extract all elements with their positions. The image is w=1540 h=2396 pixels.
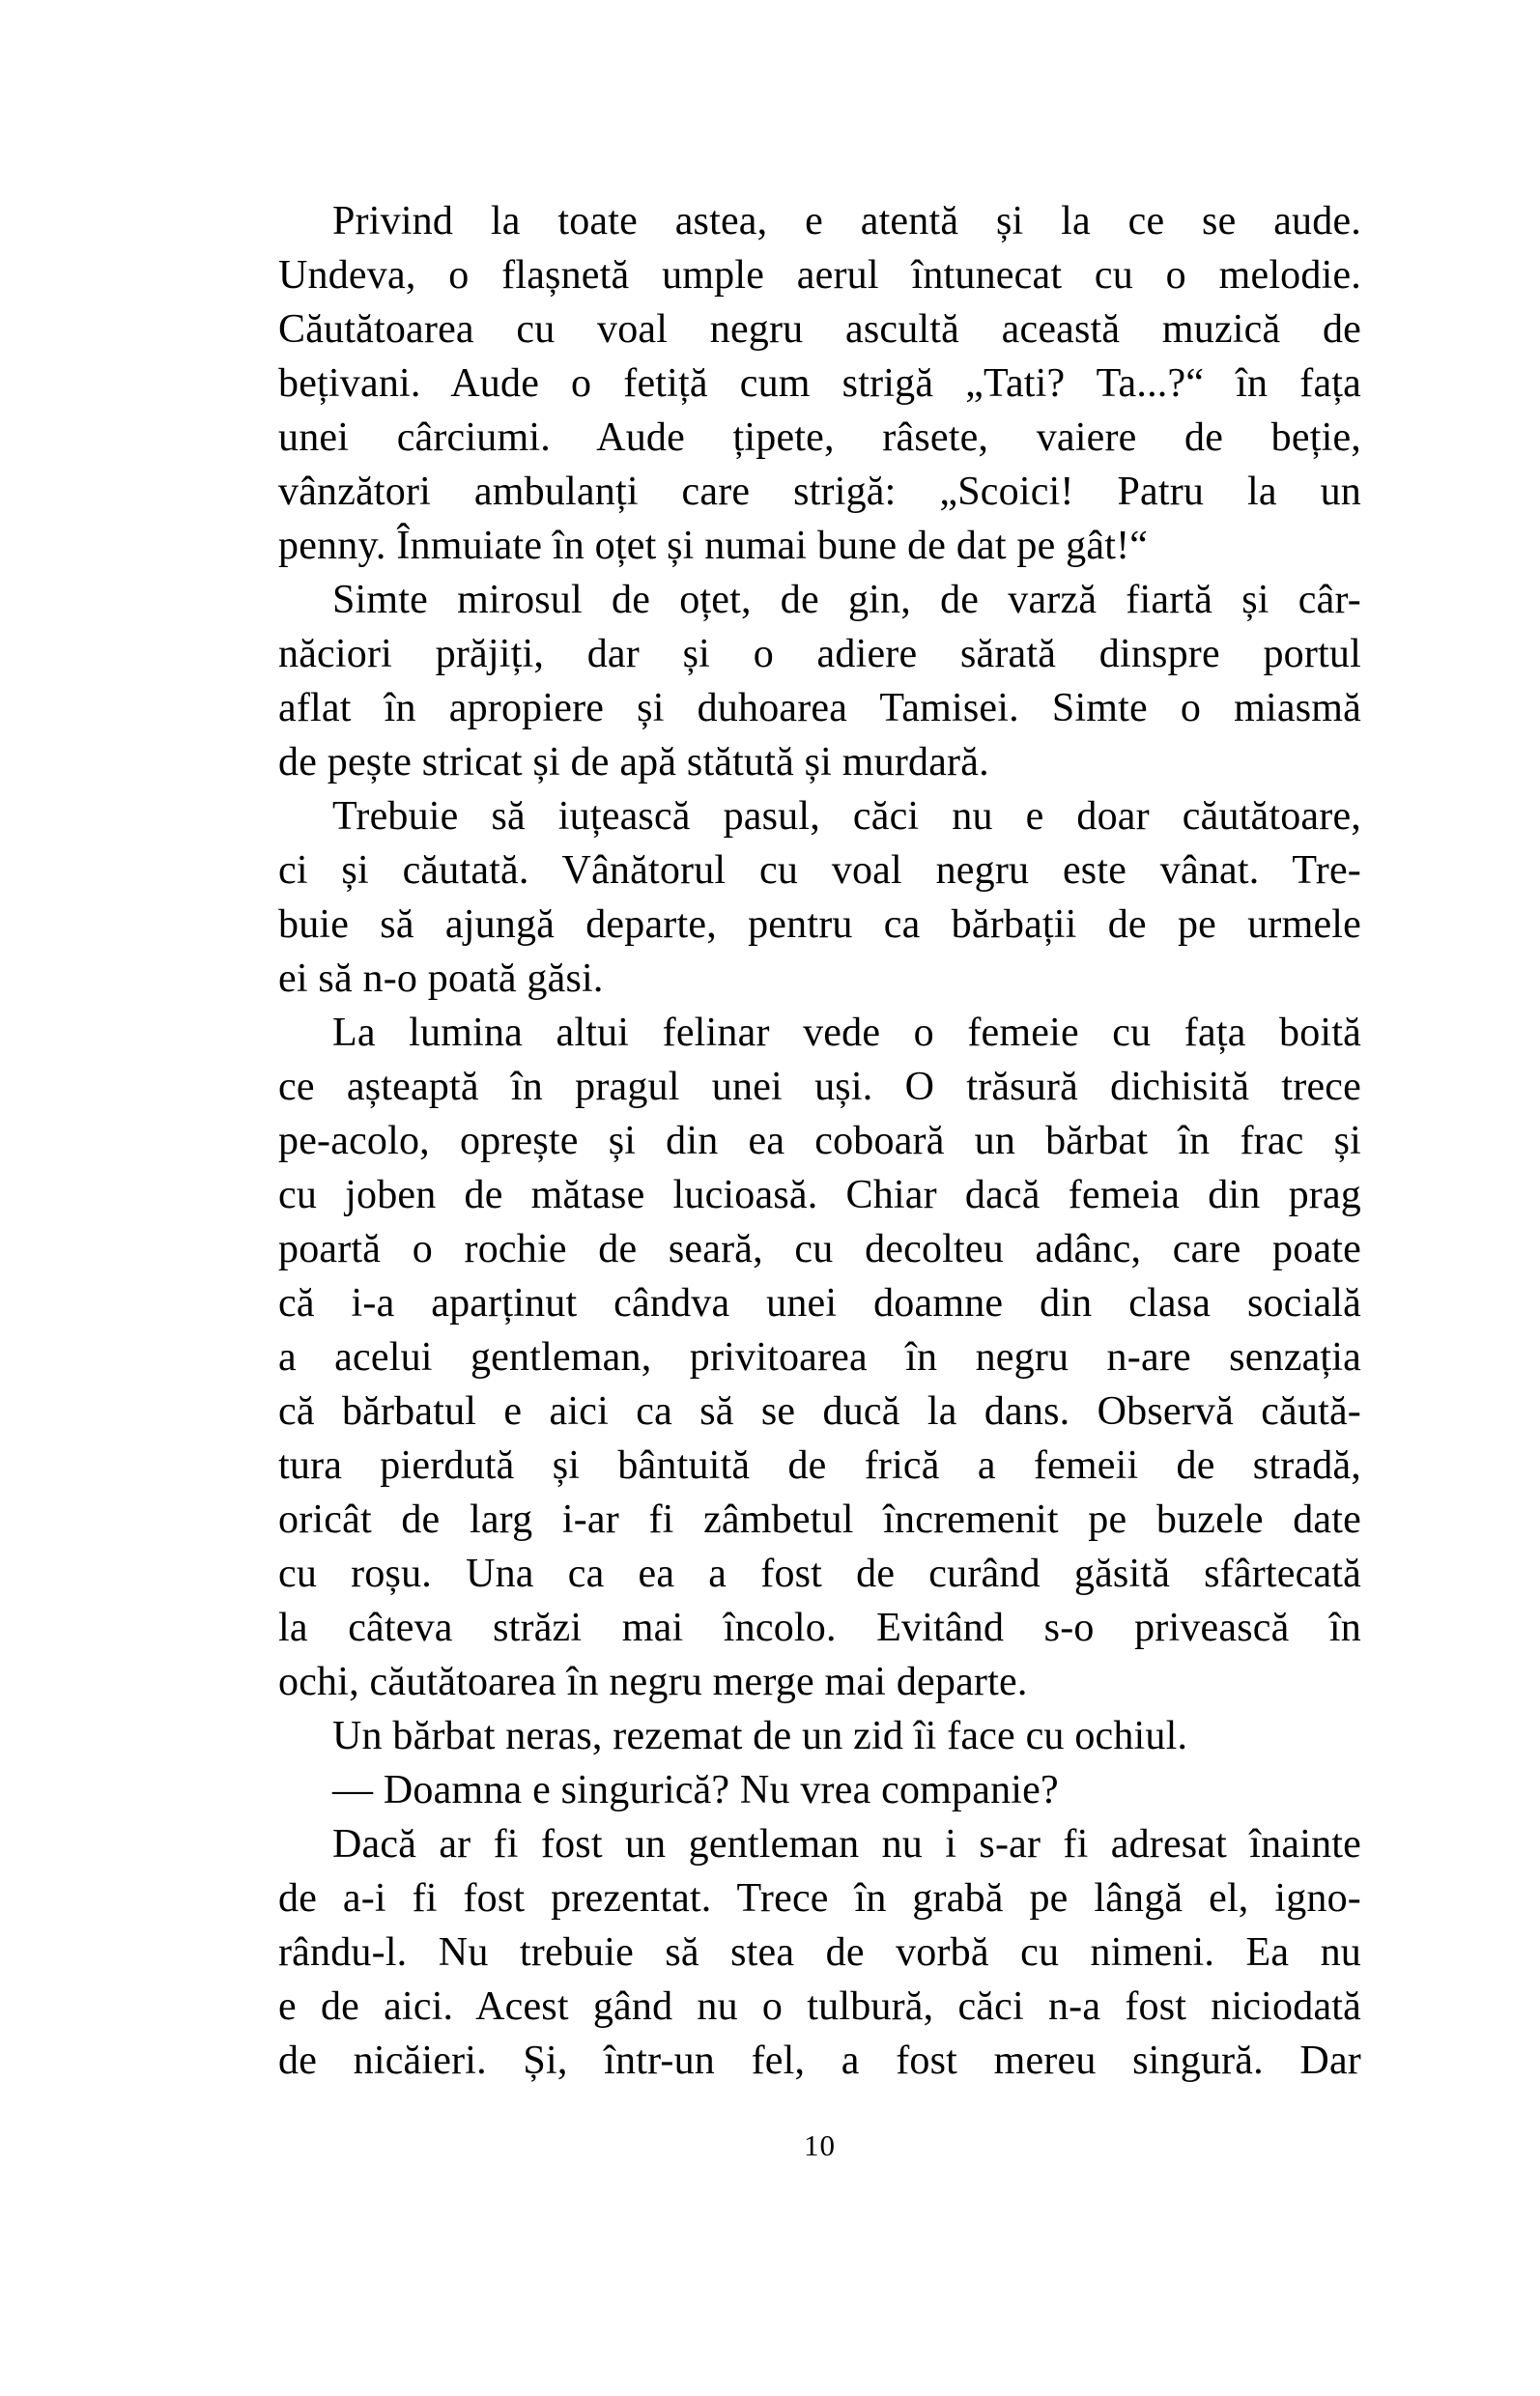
text-line: la câteva străzi mai încolo. Evitând s-o privească în	[278, 1606, 1361, 1650]
text-line: Căutătoarea cu voal negru ascultă această muzică de	[278, 307, 1361, 352]
text-line: bețivani. Aude o fetiță cum strigă „Tati? Ta...?“ în fața	[278, 361, 1361, 406]
text-line: e de aici. Acest gând nu o tulbură, căci n-a fost niciodată	[278, 1984, 1361, 2029]
text-line: că i-a aparținut cândva unei doamne din clasa socială	[278, 1281, 1361, 1326]
text-line: pe-acolo, oprește și din ea coboară un bărbat în frac și	[278, 1119, 1361, 1163]
text-line: poartă o rochie de seară, cu decolteu adânc, care poate	[278, 1227, 1361, 1271]
text-line: buie să ajungă departe, pentru ca bărbații de pe urmele	[278, 902, 1361, 947]
page-number: 10	[804, 2128, 836, 2162]
text-line: ochi, căutătoarea în negru merge mai departe.	[278, 1660, 1028, 1704]
text-line: de nicăieri. Și, într-un fel, a fost mereu singură. Dar	[278, 2039, 1361, 2083]
text-line: penny. Înmuiate în oțet și numai bune de dat pe gât!“	[278, 524, 1149, 568]
paragraph	[278, 1709, 1361, 1763]
text-line: Un bărbat neras, rezemat de un zid îi face cu ochiul.	[332, 1714, 1188, 1758]
paragraph	[278, 573, 1361, 789]
text-line: La lumina altui felinar vede o femeie cu fața boită	[332, 1011, 1361, 1055]
text-line: aflat în apropiere și duhoarea Tamisei. Simte o miasmă	[278, 686, 1361, 730]
text-line: a acelui gentleman, privitoarea în negru n-are senzația	[278, 1335, 1361, 1380]
paragraph	[278, 789, 1361, 1006]
paragraph	[278, 194, 1361, 573]
text-line: că bărbatul e aici ca să se ducă la dans. Observă căută-	[278, 1389, 1361, 1434]
text-line: Trebuie să iuțească pasul, căci nu e doar căutătoare,	[332, 794, 1361, 839]
text-line: oricât de larg i-ar fi zâmbetul încremenit pe buzele date	[278, 1498, 1361, 1542]
text-line: — Doamna e singurică? Nu vrea companie?	[332, 1768, 1059, 1812]
text-line: năciori prăjiți, dar și o adiere sărată dinspre portul	[278, 632, 1361, 676]
text-line: cu joben de mătase lucioasă. Chiar dacă femeia din prag	[278, 1173, 1361, 1217]
text-line: Privind la toate astea, e atentă și la ce se aude.	[332, 199, 1361, 243]
text-line: Dacă ar fi fost un gentleman nu i s-ar fi adresat înainte	[332, 1822, 1361, 1867]
text-line: tura pierdută și bântuită de frică a femeii de stradă,	[278, 1443, 1361, 1488]
text-line: ei să n-o poată găsi.	[278, 956, 604, 1001]
text-line: cu roșu. Una ca ea a fost de curând găsită sfârtecată	[278, 1552, 1361, 1596]
text-line: de pește stricat și de apă stătută și murdară.	[278, 740, 989, 784]
text-line: Undeva, o flașnetă umple aerul întunecat cu o melodie.	[278, 253, 1361, 298]
text-block	[278, 194, 1361, 2088]
paragraph	[278, 1006, 1361, 1709]
paragraph	[278, 1817, 1361, 2088]
text-line: Simte mirosul de oțet, de gin, de varză fiartă și câr-	[332, 578, 1361, 622]
text-line: unei cârciumi. Aude țipete, râsete, vaiere de beție,	[278, 415, 1361, 460]
text-line: de a-i fi fost prezentat. Trece în grabă pe lângă el, igno-	[278, 1876, 1361, 1921]
paragraph-dialogue	[278, 1763, 1361, 1817]
text-line: rându-l. Nu trebuie să stea de vorbă cu nimeni. Ea nu	[278, 1930, 1361, 1975]
text-line: ci și căutată. Vânătorul cu voal negru este vânat. Tre-	[278, 848, 1361, 893]
text-line: ce așteaptă în pragul unei uși. O trăsură dichisită trece	[278, 1065, 1361, 1109]
text-line: vânzători ambulanți care strigă: „Scoici! Patru la un	[278, 470, 1361, 514]
